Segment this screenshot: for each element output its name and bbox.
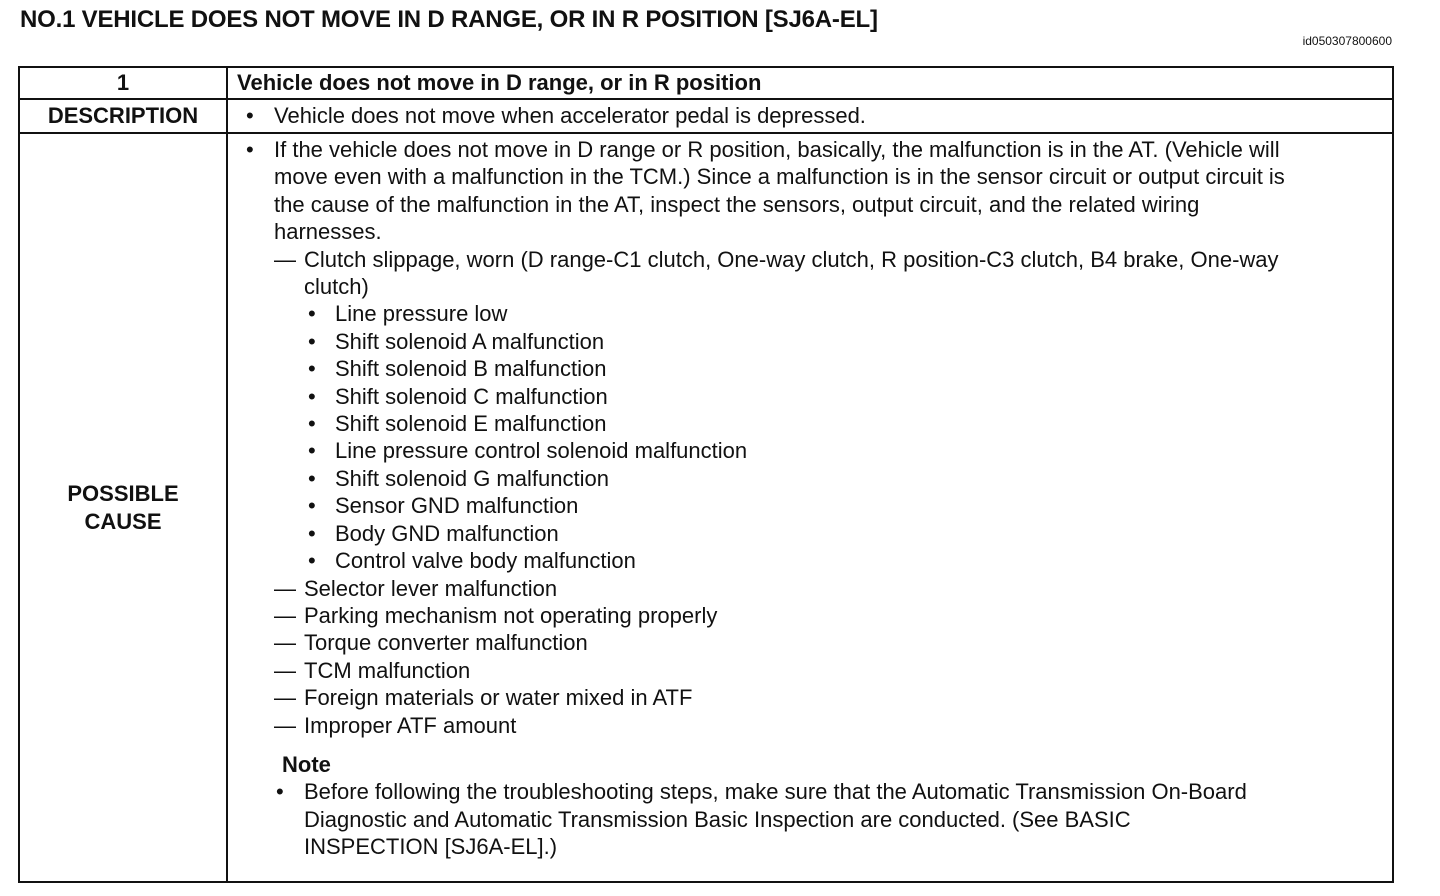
possible-cause-label-line-1: POSSIBLE — [67, 481, 179, 507]
description-row — [19, 99, 1393, 133]
cause-intro-line: harnesses. — [274, 219, 382, 245]
cause-intro-line: the cause of the malfunction in the AT, inspect the sensors, output circuit, and the related wiring — [274, 191, 1200, 217]
note-text — [242, 778, 1386, 860]
other-cause-item: — Foreign materials or water mixed in ATF — [242, 684, 1386, 711]
step-number: 1 — [19, 67, 227, 99]
possible-cause-label — [19, 133, 227, 882]
sub-cause-item: • Shift solenoid E malfunction — [242, 410, 1386, 437]
sub-cause-item: • Line pressure low — [242, 300, 1386, 327]
note-text-line: • Before following the troubleshooting steps, make sure that the Automatic Transmission On-Board — [304, 779, 1247, 805]
possible-cause-row — [19, 133, 1393, 882]
description-text: • Vehicle does not move when accelerator pedal is depressed. — [242, 102, 1386, 129]
sub-cause-item: • Shift solenoid G malfunction — [242, 465, 1386, 492]
clutch-slippage-item — [242, 246, 1386, 301]
cause-intro — [242, 136, 1386, 246]
possible-cause-label-line-2: CAUSE — [84, 508, 162, 534]
document-id: id050307800600 — [1302, 34, 1392, 48]
sub-cause-item: • Shift solenoid B malfunction — [242, 355, 1386, 382]
troubleshooting-table — [18, 66, 1394, 883]
sub-cause-item: • Sensor GND malfunction — [242, 492, 1386, 519]
description-label: DESCRIPTION — [19, 99, 227, 133]
note-text-line: Diagnostic and Automatic Transmission Basic Inspection are conducted. (See BASIC — [304, 806, 1131, 832]
table-header-row — [19, 67, 1393, 99]
possible-cause-cell — [227, 133, 1393, 882]
other-cause-item: — Parking mechanism not operating properly — [242, 602, 1386, 629]
note-title: Note — [282, 751, 331, 777]
cause-intro-line: • If the vehicle does not move in D range or R position, basically, the malfunction is in the AT. (Vehicle will — [274, 137, 1280, 162]
sub-cause-item: • Shift solenoid A malfunction — [242, 328, 1386, 355]
other-cause-item: — Torque converter malfunction — [242, 629, 1386, 656]
other-cause-item: — Selector lever malfunction — [242, 575, 1386, 602]
description-cell — [227, 99, 1393, 133]
page-title: NO.1 VEHICLE DOES NOT MOVE IN D RANGE, OR IN R POSITION [SJ6A-EL] — [20, 6, 878, 33]
sub-cause-item: • Shift solenoid C malfunction — [242, 383, 1386, 410]
other-cause-item: — Improper ATF amount — [242, 712, 1386, 739]
note-text-line: INSPECTION [SJ6A-EL].) — [304, 834, 558, 860]
sub-cause-item: • Body GND malfunction — [242, 520, 1386, 547]
clutch-slippage-line: clutch) — [304, 274, 369, 300]
other-cause-item: — TCM malfunction — [242, 657, 1386, 684]
step-heading: Vehicle does not move in D range, or in R position — [227, 67, 1393, 99]
cause-intro-line: move even with a malfunction in the TCM.) Since a malfunction is in the sensor circuit or output circuit is — [274, 164, 1285, 190]
sub-cause-item: • Line pressure control solenoid malfunction — [242, 437, 1386, 464]
clutch-slippage-line: — Clutch slippage, worn (D range-C1 clutch, One-way clutch, R position-C3 clutch, B4 brake, One-way — [304, 246, 1279, 272]
sub-cause-item: • Control valve body malfunction — [242, 547, 1386, 574]
